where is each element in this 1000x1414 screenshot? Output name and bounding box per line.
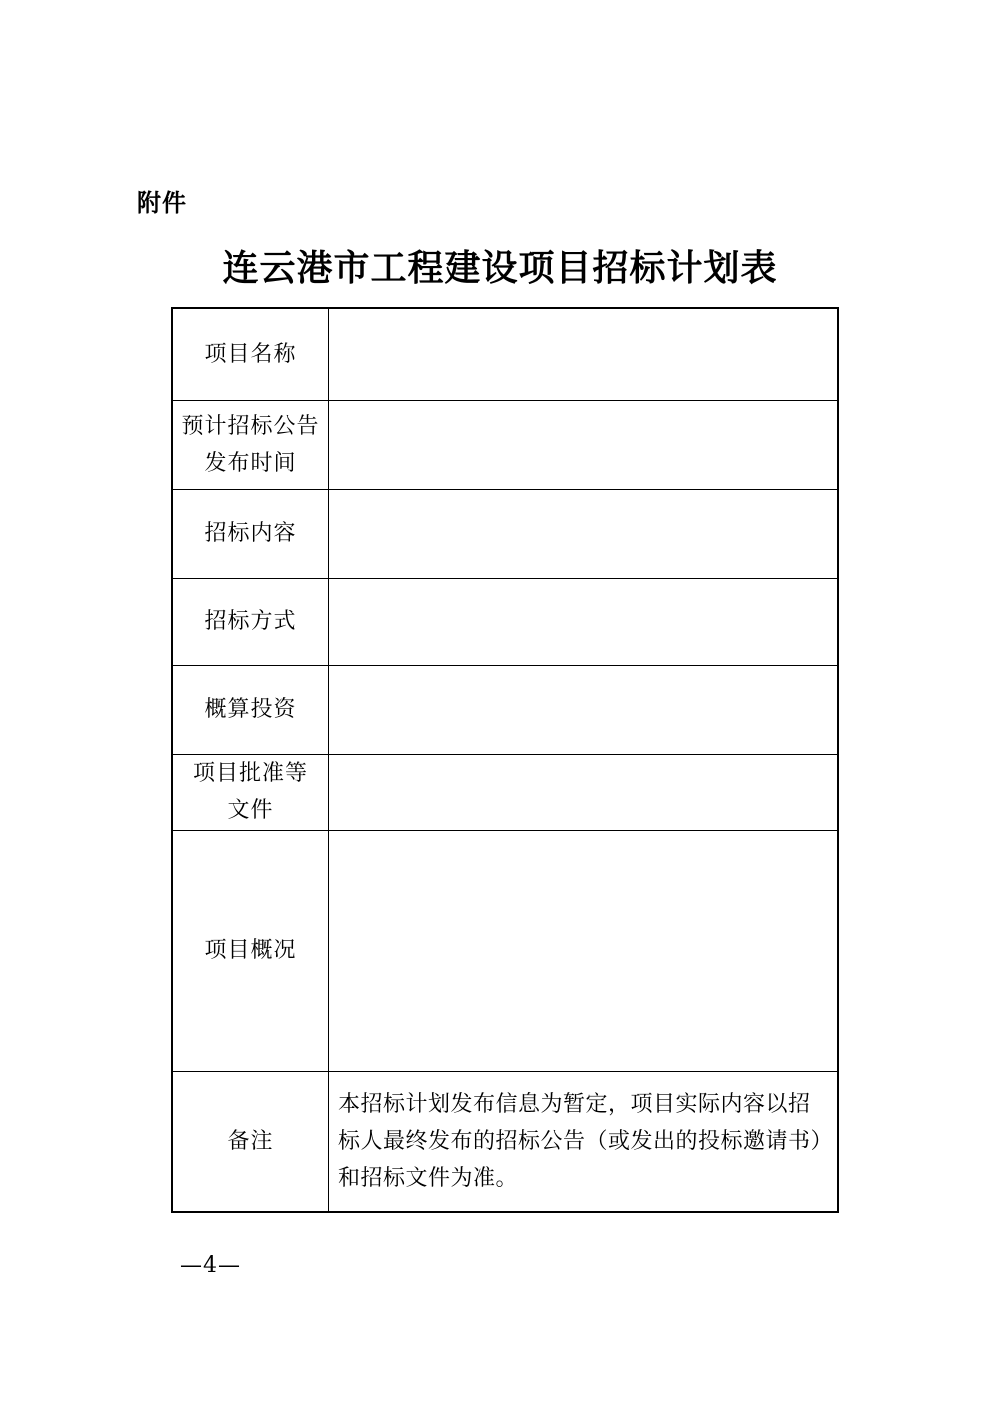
row-label-announcement-time (172, 400, 329, 489)
row-label-tender-content: 招标内容 (172, 489, 329, 578)
page-title: 连云港市工程建设项目招标计划表 (222, 248, 778, 289)
row-label-estimated-investment: 概算投资 (172, 665, 329, 754)
row-label-approval-documents (172, 754, 329, 830)
page-number: —4— (180, 1253, 241, 1278)
table-row (172, 489, 838, 578)
row-label-remarks: 备注 (172, 1071, 329, 1212)
table-row (172, 665, 838, 754)
table-row (172, 308, 838, 400)
row-value-announcement-time (329, 400, 839, 489)
row-value-project-name (329, 308, 839, 400)
table-row (172, 754, 838, 830)
approval-documents-label-text: 项目批准等文件 (192, 761, 308, 823)
attachment-label: 附件 (137, 189, 187, 217)
row-value-tender-method (329, 578, 839, 665)
row-label-project-name: 项目名称 (172, 308, 329, 400)
row-value-estimated-investment (329, 665, 839, 754)
row-label-project-overview: 项目概况 (172, 830, 329, 1071)
announcement-time-label-text: 预计招标公告发布时间 (181, 413, 320, 476)
row-label-tender-method: 招标方式 (172, 578, 329, 665)
row-value-project-overview (329, 830, 839, 1071)
row-value-tender-content (329, 489, 839, 578)
row-value-approval-documents (329, 754, 839, 830)
row-value-remarks: 本招标计划发布信息为暂定，项目实际内容以招标人最终发布的招标公告（或发出的投标邀请书）和招标文件为准。 (329, 1071, 839, 1212)
table-row (172, 400, 838, 489)
tender-plan-table (171, 307, 839, 1213)
table-row (172, 1071, 838, 1212)
table-row (172, 578, 838, 665)
table-row (172, 830, 838, 1071)
